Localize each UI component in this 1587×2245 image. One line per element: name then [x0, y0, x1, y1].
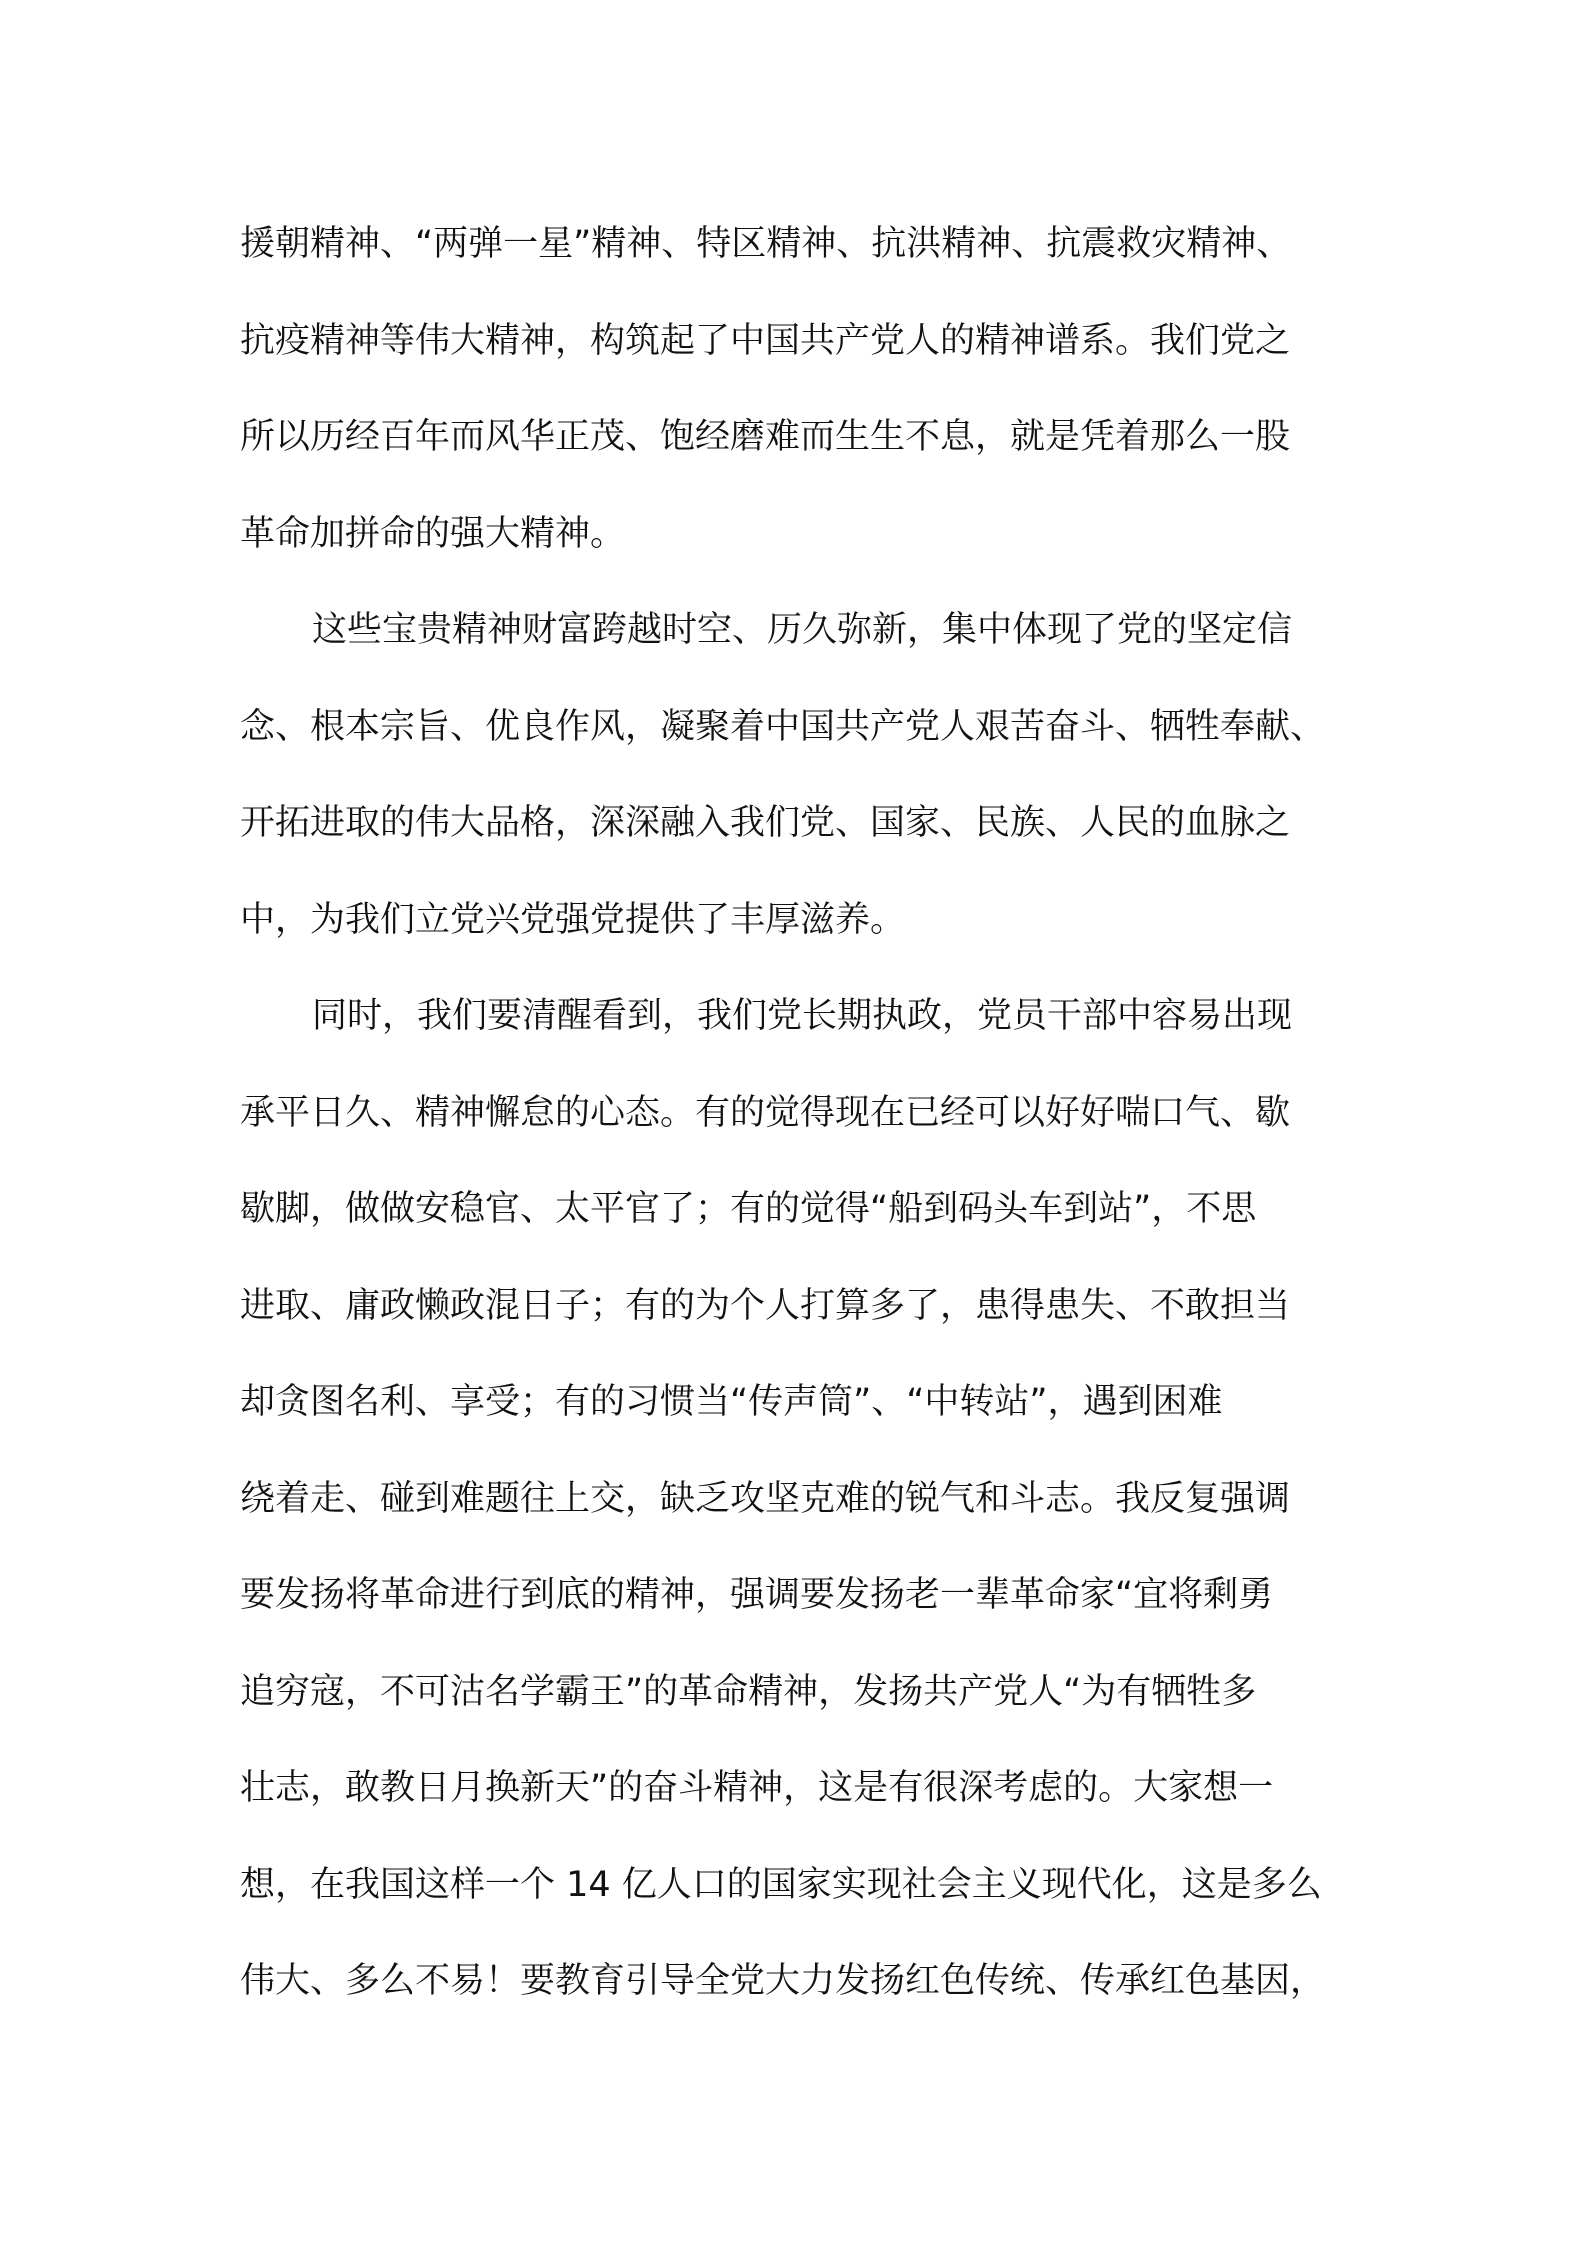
text-line: 抗疫精神等伟大精神，构筑起了中国共产党人的精神谱系。我们党之	[240, 320, 1291, 361]
paragraph-first-line: 这些宝贵精神财富跨越时空、历久弥新，集中体现了党的坚定信	[312, 610, 1293, 650]
paragraph-first-line: 同时，我们要清醒看到，我们党长期执政，党员干部中容易出现	[312, 996, 1293, 1036]
text-line: 进取、庸政懒政混日子；有的为个人打算多了，患得患失、不敢担当	[240, 1285, 1291, 1326]
text-line: 要发扬将革命进行到底的精神，强调要发扬老一辈革命家“宜将剩勇	[240, 1575, 1274, 1615]
text-line: 壮志，敢教日月换新天”的奋斗精神，这是有很深考虑的。大家想一	[240, 1768, 1274, 1808]
text-line: 所以历经百年而风华正茂、饱经磨难而生生不息，就是凭着那么一股	[240, 417, 1291, 457]
text-line: 援朝精神、“两弹一星”精神、特区精神、抗洪精神、抗震救灾精神、	[240, 224, 1292, 264]
body-text	[240, 208, 1350, 2042]
text-line: 伟大、多么不易！要教育引导全党大力发扬红色传统、传承红色基因，	[240, 1961, 1326, 2001]
text-line: 想，在我国这样一个 14 亿人口的国家实现社会主义现代化，这是多么	[240, 1864, 1322, 1905]
text-line: 追穷寇，不可沽名学霸王”的革命精神，发扬共产党人“为有牺牲多	[240, 1671, 1257, 1712]
text-line: 中，为我们立党兴党强党提供了丰厚滋养。	[240, 899, 906, 940]
text-line: 革命加拼命的强大精神。	[240, 513, 626, 554]
text-line: 念、根本宗旨、优良作风，凝聚着中国共产党人艰苦奋斗、牺牲奉献、	[240, 706, 1326, 747]
text-line: 却贪图名利、享受；有的习惯当“传声筒”、“中转站”，遇到困难	[240, 1382, 1223, 1422]
text-line: 开拓进取的伟大品格，深深融入我们党、国家、民族、人民的血脉之	[240, 803, 1291, 843]
text-line: 绕着走、碰到难题往上交，缺乏攻坚克难的锐气和斗志。我反复强调	[240, 1478, 1291, 1519]
text-line: 歇脚，做做安稳官、太平官了；有的觉得“船到码头车到站”，不思	[240, 1189, 1257, 1229]
text-line: 承平日久、精神懈怠的心态。有的觉得现在已经可以好好喘口气、歇	[240, 1092, 1291, 1133]
